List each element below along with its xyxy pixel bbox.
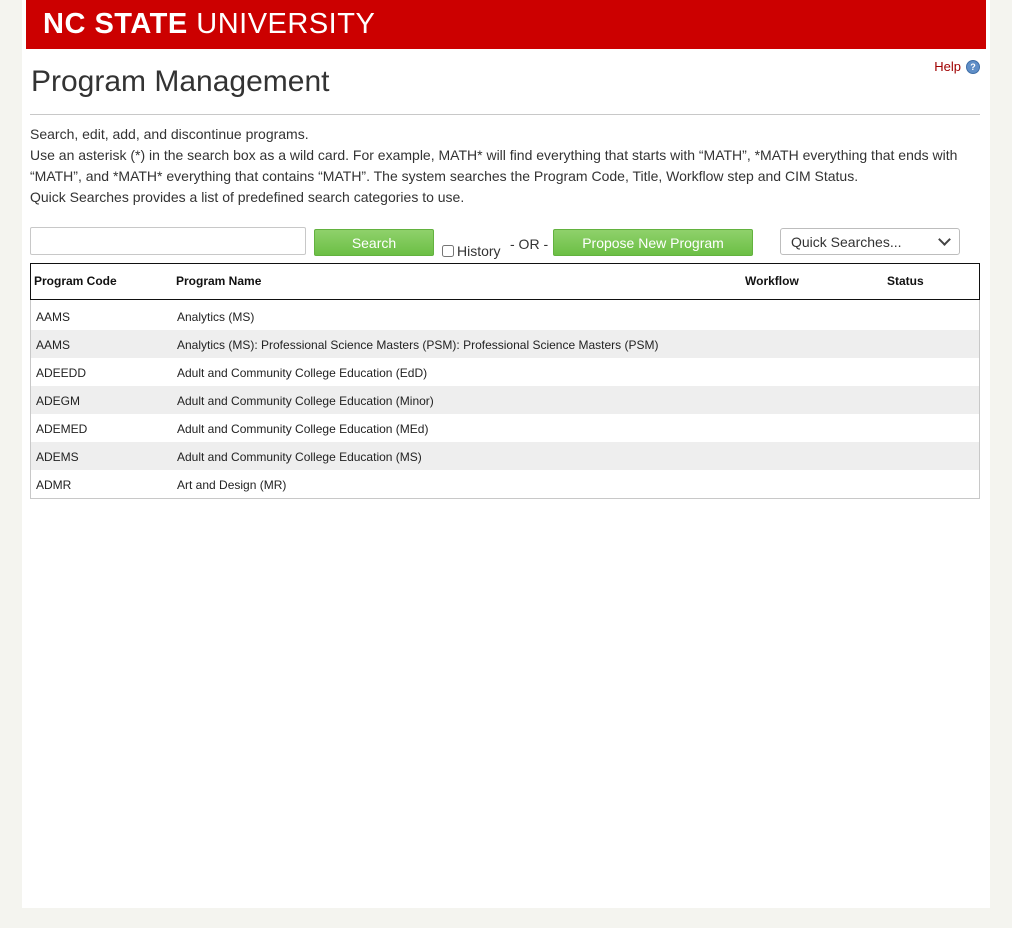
column-header-program-name[interactable]: Program Name [176,274,262,288]
cell-program-name: Art and Design (MR) [177,478,287,492]
cell-program-code: ADEMS [36,450,79,464]
column-header-workflow[interactable]: Workflow [745,274,799,288]
cell-program-name: Adult and Community College Education (MEd) [177,422,429,436]
page-container [22,0,990,908]
description-line-3: Quick Searches provides a list of predefined search categories to use. [30,189,465,205]
help-link[interactable] [934,59,980,74]
cell-program-code: ADEMED [36,422,88,436]
quick-searches-select[interactable] [780,228,960,255]
history-checkbox[interactable] [442,245,454,257]
page-description [30,124,980,208]
university-banner [26,0,986,49]
table-header [30,263,980,300]
help-label: Help [934,59,961,74]
cell-program-name: Analytics (MS) [177,310,255,324]
logo-bold-text: NC STATE [43,8,188,40]
programs-table [30,263,980,499]
or-separator: - OR - [510,236,549,252]
cell-program-code: AAMS [36,310,71,324]
cell-program-name: Adult and Community College Education (Minor) [177,394,434,408]
table-row[interactable] [31,386,979,414]
table-row[interactable] [31,302,979,330]
chevron-down-icon [938,233,951,246]
table-row[interactable] [31,330,979,358]
description-line-2: Use an asterisk (*) in the search box as a wild card. For example, MATH* will find everything that starts with “MATH”, *MATH everything that ends with “MATH”, and *MATH* everything that contains “MATH”. The system searches the Program Code, Title, Workflow step and CIM Status. [30,147,958,184]
table-row[interactable] [31,470,979,498]
cell-program-code: ADEGM [36,394,81,408]
table-body [31,302,979,498]
cell-program-name: Adult and Community College Education (EdD) [177,366,428,380]
column-header-program-code[interactable]: Program Code [34,274,117,288]
propose-new-program-button[interactable]: Propose New Program [553,229,753,256]
cell-program-name: Analytics (MS): Professional Science Masters (PSM): Professional Science Masters (PSM) [177,338,659,352]
title-divider [30,114,980,115]
cell-program-code: ADEEDD [36,366,87,380]
cell-program-name: Adult and Community College Education (MS) [177,450,422,464]
question-circle-icon: ? [966,60,980,74]
search-input[interactable] [30,227,306,255]
table-row[interactable] [31,358,979,386]
table-row[interactable] [31,442,979,470]
page-title: Program Management [31,65,330,98]
table-row[interactable] [31,414,979,442]
cell-program-code: AAMS [36,338,71,352]
logo-light-text: UNIVERSITY [196,8,376,40]
quick-searches-value: Quick Searches... [791,233,902,250]
cell-program-code: ADMR [36,478,72,492]
description-line-1: Search, edit, add, and discontinue programs. [30,126,309,142]
search-button[interactable]: Search [314,229,434,256]
history-label: History [457,243,501,259]
column-header-status[interactable]: Status [887,274,924,288]
history-toggle[interactable] [442,243,501,259]
nc-state-logo[interactable] [43,7,375,41]
